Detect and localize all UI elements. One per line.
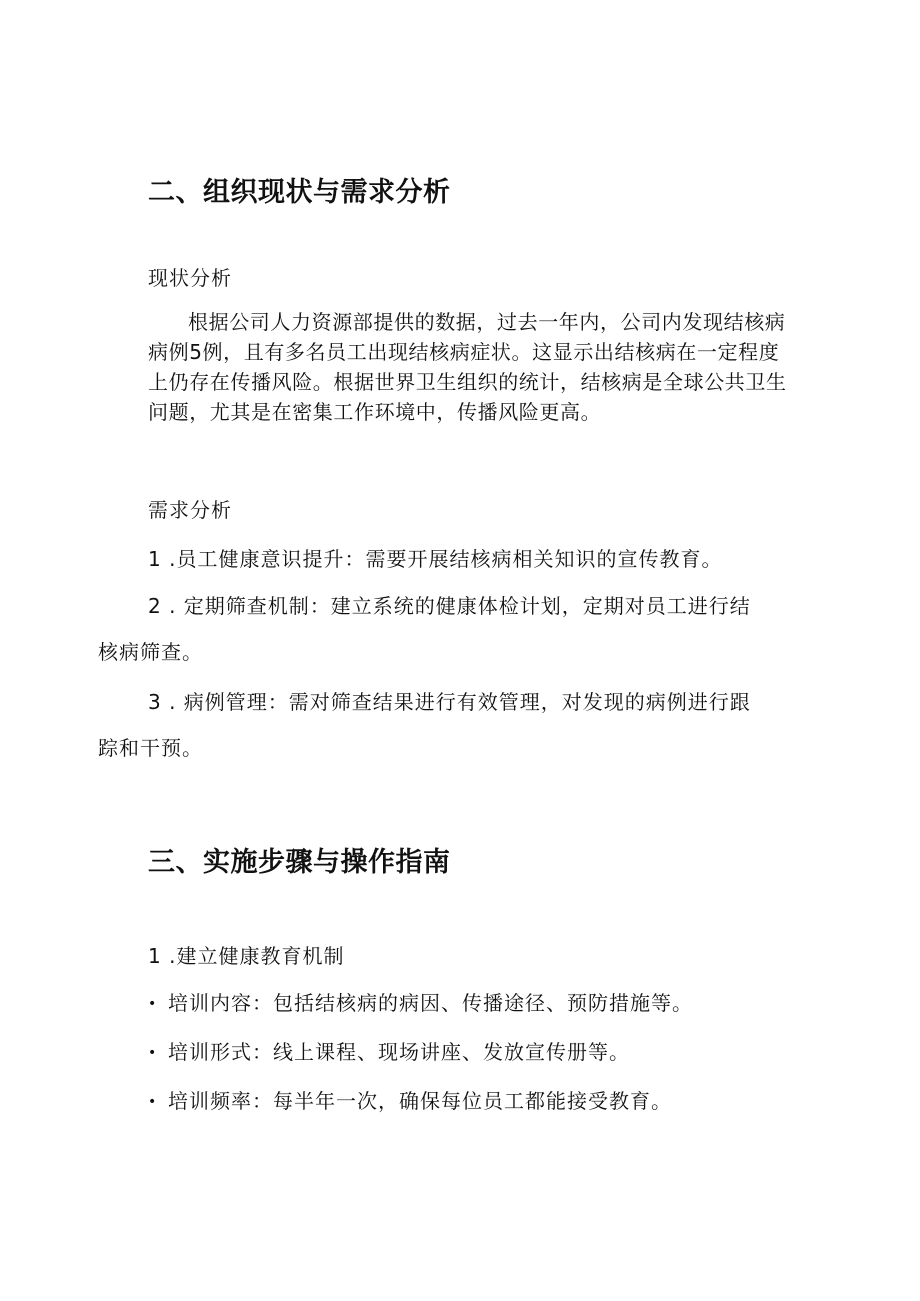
subheading-needs-analysis: 需求分析 (148, 498, 232, 522)
bullet-icon: • (148, 1045, 158, 1061)
bullet-text: 培训形式：线上课程、现场讲座、发放宣传册等。 (168, 1040, 630, 1064)
needs-item-3 (98, 679, 751, 771)
paragraph-line: 上仍存在传播风险。根据世界卫生组织的统计，结核病是全球公共卫生 (148, 370, 787, 394)
bullet-icon: • (148, 996, 158, 1012)
bullet-item (148, 1085, 672, 1114)
needs-item-2 (98, 583, 751, 675)
subheading-status-analysis: 现状分析 (148, 266, 232, 290)
paragraph-line: 病例5例，且有多名员工出现结核病症状。这显示出结核病在一定程度 (148, 340, 780, 364)
bullet-item (148, 1036, 630, 1065)
needs-item-2-line-2: 核病筛查。 (98, 640, 203, 664)
step-1-title: 1 .建立健康教育机制 (148, 944, 345, 968)
needs-item-2-line-1: 2 . 定期筛查机制：建立系统的健康体检计划，定期对员工进行结 (148, 594, 751, 618)
needs-item-1: 1 .员工健康意识提升：需要开展结核病相关知识的宣传教育。 (148, 547, 723, 571)
paragraph-line: 问题，尤其是在密集工作环境中，传播风险更高。 (148, 400, 602, 424)
paragraph-line: 根据公司人力资源部提供的数据，过去一年内，公司内发现结核病 (188, 310, 786, 334)
status-paragraph (148, 307, 823, 427)
section-heading-2: 二、组织现状与需求分析 (148, 177, 451, 208)
bullet-text: 培训频率：每半年一次，确保每位员工都能接受教育。 (168, 1089, 672, 1113)
needs-item-3-line-1: 3 . 病例管理：需对筛查结果进行有效管理，对发现的病例进行跟 (148, 690, 751, 714)
bullet-item (148, 987, 693, 1016)
section-heading-3: 三、实施步骤与操作指南 (148, 847, 451, 878)
bullet-icon: • (148, 1094, 158, 1110)
bullet-text: 培训内容：包括结核病的病因、传播途径、预防措施等。 (168, 991, 693, 1015)
needs-item-3-line-2: 踪和干预。 (98, 736, 203, 760)
